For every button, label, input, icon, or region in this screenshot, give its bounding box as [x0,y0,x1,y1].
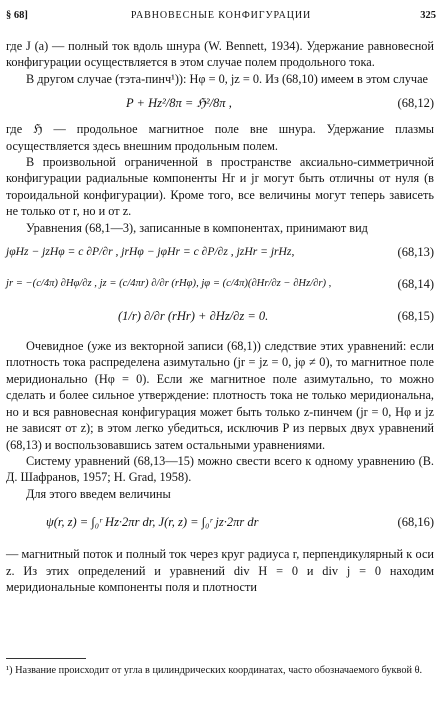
equation-formula: ψ(r, z) = ∫₀ʳ Hz·2πr dr, J(r, z) = ∫₀ʳ jz·2πr dr [46,515,259,530]
equation-formula: P + Hz²/8π = ℌ²/8π , [126,96,232,111]
equation-number: (68,12) [397,96,434,111]
footnote-rule [6,658,86,659]
equation-number: (68,16) [397,515,434,530]
footnote: ¹) Название происходит от угла в цилиндрических координатах, часто обозначаемого буквой θ. [6,665,423,676]
paragraph: Систему уравнений (68,13—15) можно свести всего к одному уравнению (В. Д. Шафранов, 1957; H. Grad, 1958). [6,453,434,485]
equation-number: (68,15) [397,309,434,324]
equation-68-15 [6,302,434,332]
paragraph: Очевидное (уже из векторной записи (68,1)) следствие этих уравнений: если плотность тока распределена азимутально (jr = jz = 0, jφ ≠ 0), то магнитное поле меридионально (Hφ = 0). Если же магнитное поле азимутально, то можно сделать и более сильное утверждение: плотность тока не только меридиональна, но и вся равновесная конфигурация может быть только z-пинчем (jr = 0, Hφ и jz не зависят от z); в этом легко убедиться, исключив P из первых двух уравнений (68,13) и воспользовавшись затем остальными уравнениями. [6,339,434,452]
paragraph: В произвольной ограниченной в пространстве аксиально-симметричной конфигурации радиальные компоненты Hr и jr могут быть отличны от нуля (в тороидальной конфигурации). Кроме того, все величины могут теперь зависеть не только от r, но и от z. [6,155,434,219]
equation-68-16 [6,504,434,544]
paragraph: где ℌ — продольное магнитное поле вне шнура. Удержание плазмы осуществляется здесь внешним продольным полем. [6,122,434,153]
equation-68-14 [6,270,434,300]
equation-68-13 [6,238,434,268]
equation-number: (68,13) [397,245,434,260]
paragraph: где J (a) — полный ток вдоль шнура (W. Bennett, 1934). Удержание равновесной конфигурации осуществляется в этом случае полем продольного тока. [6,39,434,70]
section-number: § 68] [6,10,28,21]
equation-formula: jφHz − jzHφ = c ∂P/∂r , jrHφ − jφHr = c ∂P/∂z , jzHr = jrHz, [6,245,295,259]
paragraph: — магнитный поток и полный ток через круг радиуса r, перпендикулярный к оси z. Из этих определений и уравнений div H = 0 и div j = 0 находим меридиональные компоненты поля и плотности [6,547,434,594]
paragraph: Для этого введем величины [26,486,171,501]
equation-number: (68,14) [397,277,434,292]
page-number: 325 [420,10,436,21]
running-header [6,10,436,24]
chapter-title: РАВНОВЕСНЫЕ КОНФИГУРАЦИИ [130,10,312,21]
paragraph: В другом случае (тэта-пинч¹)): Hφ = 0, jz = 0. Из (68,10) имеем в этом случае [26,71,428,86]
equation-68-12 [6,89,434,119]
equation-formula: jr = −(c/4π) ∂Hφ/∂z , jz = (c/4πr) ∂/∂r (rHφ), jφ = (c/4π)(∂Hr/∂z − ∂Hz/∂r) , [6,278,332,290]
paragraph: Уравнения (68,1—3), записанные в компонентах, принимают вид [26,220,368,235]
page-body [6,38,434,595]
equation-formula: (1/r) ∂/∂r (rHr) + ∂Hz/∂z = 0. [118,309,269,324]
